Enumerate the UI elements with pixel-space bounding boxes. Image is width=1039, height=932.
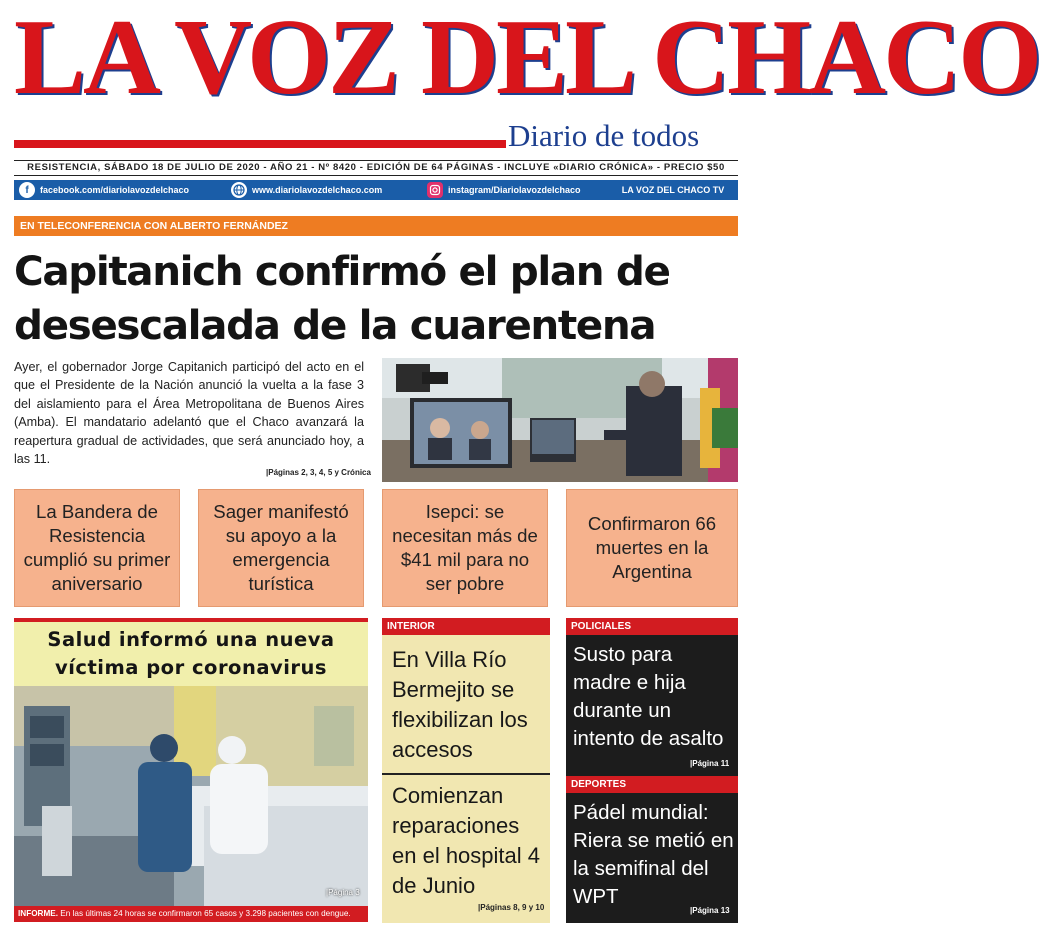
policiales-page-ref: |Página 11 bbox=[690, 759, 730, 768]
interior-page-ref: |Páginas 8, 9 y 10 bbox=[478, 903, 545, 912]
tv-link-text: LA VOZ DEL CHACO TV bbox=[621, 185, 725, 195]
instagram-link[interactable] bbox=[422, 180, 608, 200]
caption-text: En las últimas 24 horas se confirmaron 65 casos y 3.298 pacientes con dengue. bbox=[58, 909, 351, 918]
dateline: RESISTENCIA, SÁBADO 18 DE JULIO DE 2020 - AÑO 21 - Nº 8420 - EDICIÓN DE 64 PÁGINAS - INCLUYE «DIARIO CRÓNICA» - PRECIO $50 bbox=[14, 160, 738, 176]
salud-caption bbox=[14, 906, 368, 922]
interior-story-villa-rio-bermejito[interactable]: En Villa Río Bermejito se flexibilizan los accesos bbox=[392, 647, 528, 762]
social-bar bbox=[14, 180, 738, 200]
teaser-isepci[interactable]: Isepci: se necesitan más de $41 mil para no ser pobre bbox=[382, 489, 548, 607]
instagram-link-text: instagram/Diariolavozdelchaco bbox=[448, 185, 581, 195]
masthead-rule bbox=[14, 140, 506, 148]
main-headline[interactable]: Capitanich confirmó el plan de desescalada de la cuarentena bbox=[14, 247, 670, 349]
website-link-text: www.diariolavozdelchaco.com bbox=[252, 185, 383, 195]
caption-label: INFORME. bbox=[18, 909, 59, 918]
facebook-icon: f bbox=[19, 182, 35, 198]
globe-icon bbox=[231, 182, 247, 198]
interior-story-hospital[interactable]: Comienzan reparaciones en el hospital 4 de Junio bbox=[392, 783, 540, 898]
policiales-story[interactable]: Susto para madre e hija durante un intento de asalto bbox=[573, 643, 724, 750]
main-lead: Ayer, el gobernador Jorge Capitanich participó del acto en el que el Presidente de la Nación anunció la vuelta a la fase 3 del aislamiento para el Área Metropolitana de Buenos Aires (Amba). El mandatario adelantó que el Chaco avanzará la reapertura gradual de actividades, que será anunciado hoy, a las 11. bbox=[14, 360, 364, 467]
section-label-policiales: POLICIALES bbox=[566, 618, 738, 635]
newspaper-title: LA VOZ DEL CHACO bbox=[14, 0, 1039, 117]
teleconference-photo bbox=[382, 358, 738, 482]
facebook-link-text: facebook.com/diariolavozdelchaco bbox=[40, 185, 190, 195]
instagram-icon bbox=[427, 182, 443, 198]
salud-page-ref: |Página 3 bbox=[326, 888, 360, 897]
teaser-sager[interactable]: Sager manifestó su apoyo a la emergencia turística bbox=[198, 489, 364, 607]
main-page-ref: |Páginas 2, 3, 4, 5 y Crónica bbox=[266, 468, 371, 477]
deportes-box bbox=[566, 793, 738, 923]
facebook-link[interactable] bbox=[14, 180, 226, 200]
teaser-muertes[interactable]: Confirmaron 66 muertes en la Argentina bbox=[566, 489, 738, 607]
main-kicker: EN TELECONFERENCIA CON ALBERTO FERNÁNDEZ bbox=[14, 216, 738, 236]
deportes-story[interactable]: Pádel mundial: Riera se metió en la semifinal del WPT bbox=[573, 801, 734, 908]
deportes-page-ref: |Página 13 bbox=[690, 906, 730, 915]
masthead bbox=[0, 0, 1039, 160]
policiales-box bbox=[566, 635, 738, 776]
salud-headline[interactable]: Salud informó una nueva víctima por coronavirus bbox=[14, 618, 368, 686]
tv-link[interactable] bbox=[608, 180, 738, 200]
section-label-interior: INTERIOR bbox=[382, 618, 550, 635]
section-label-deportes: DEPORTES bbox=[566, 776, 738, 793]
newspaper-tagline: Diario de todos bbox=[508, 118, 700, 153]
interior-divider bbox=[382, 773, 550, 775]
website-link[interactable] bbox=[226, 180, 422, 200]
hospital-photo bbox=[14, 686, 368, 906]
interior-box bbox=[382, 635, 550, 923]
teaser-bandera[interactable]: La Bandera de Resistencia cumplió su primer aniversario bbox=[14, 489, 180, 607]
